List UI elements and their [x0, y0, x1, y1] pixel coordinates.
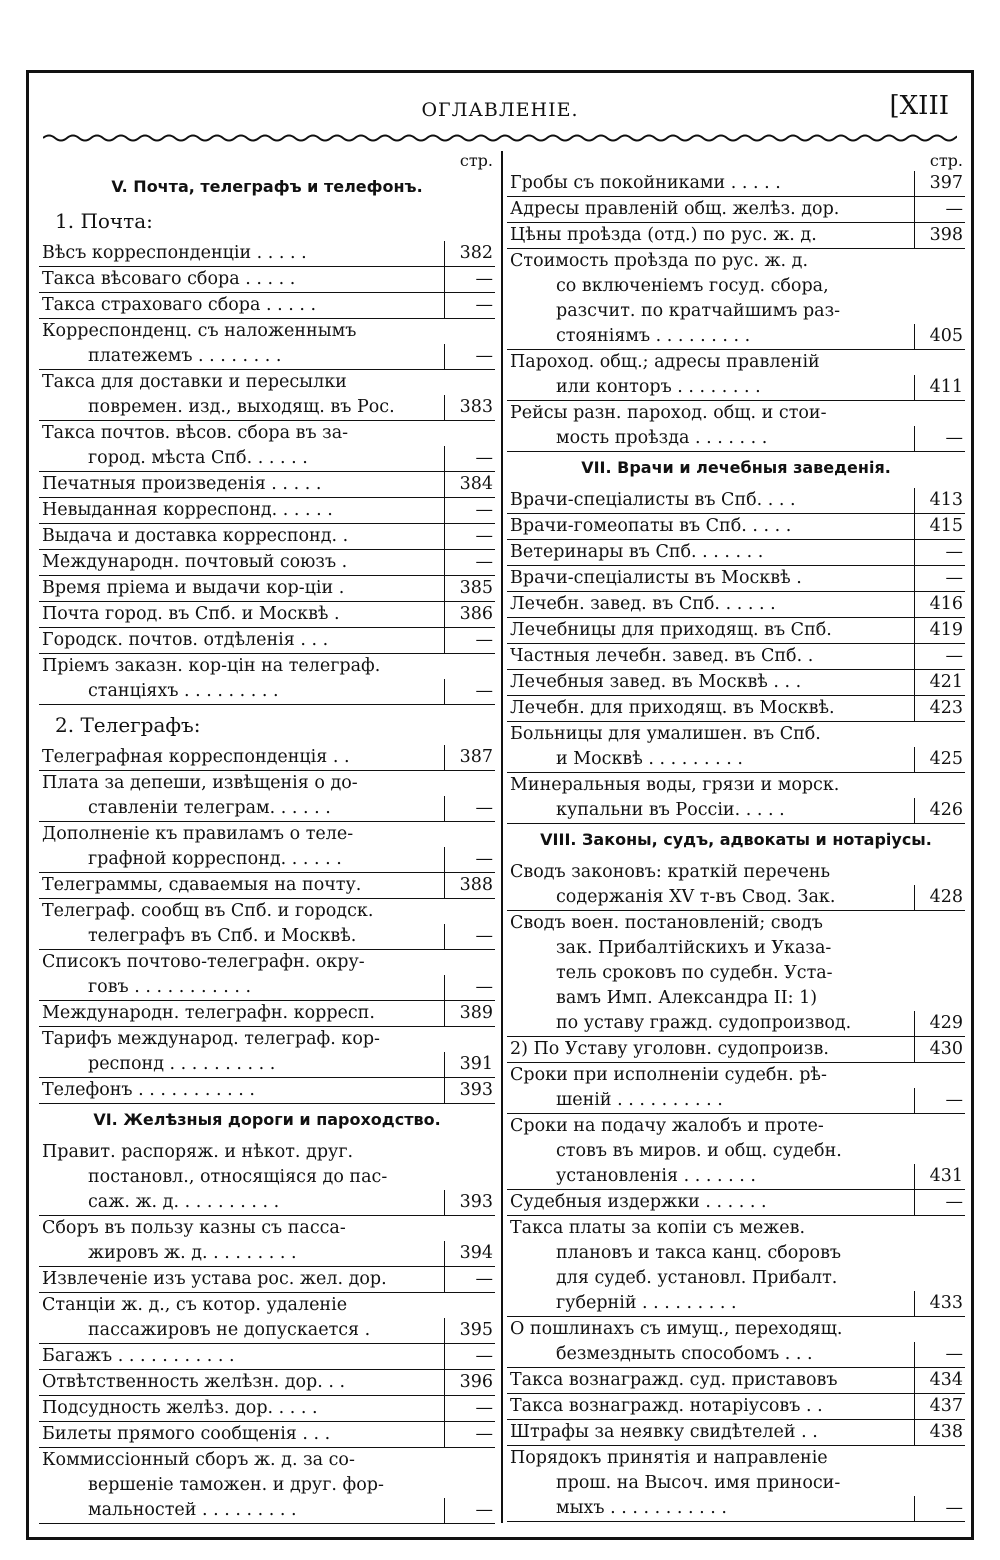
toc-entry	[507, 540, 965, 566]
toc-entry-title	[507, 592, 914, 617]
toc-entry-line: Коммиссіонный сборъ ж. д. за со-	[42, 1450, 355, 1470]
toc-entry-page: 383	[444, 395, 495, 420]
toc-entry-line: Невыданная корреспонд. . . . . .	[42, 500, 333, 520]
toc-entry-page: —	[444, 1396, 495, 1421]
toc-entry-line: Городск. почтов. отдѣленія . . .	[42, 630, 329, 650]
toc-entry	[39, 370, 495, 421]
decorative-wavy-rule	[43, 131, 957, 145]
toc-entry-line: Печатныя произведенія . . . . .	[42, 474, 322, 494]
toc-entry-line: Телефонъ . . . . . . . . . . .	[42, 1080, 255, 1100]
toc-entry-title	[507, 223, 914, 248]
toc-entry-line: содержанія XV т-въ Свод. Зак.	[556, 887, 836, 907]
toc-entry-page: 382	[444, 241, 495, 266]
toc-entry-page: 419	[914, 618, 965, 643]
toc-entry-page: 386	[444, 602, 495, 627]
toc-entry-line: Лечебныя завед. въ Москвѣ . . .	[510, 672, 802, 692]
section-heading: V. Почта, телеграфъ и телефонъ.	[111, 177, 423, 196]
toc-entry-title	[507, 249, 914, 349]
toc-entry	[507, 1446, 965, 1522]
toc-entry-title	[507, 773, 914, 823]
toc-entry-line: со включеніемъ госуд. сбора,	[556, 276, 829, 296]
toc-entry	[507, 197, 965, 223]
toc-entry-title	[507, 1394, 914, 1419]
toc-entry-page: 394	[444, 1241, 495, 1266]
toc-entry-line: зак. Прибалтійскихъ и Указа-	[556, 938, 832, 958]
toc-entry-page: —	[914, 1190, 965, 1215]
toc-entry-line: Время пріема и выдачи кор-ціи .	[42, 578, 345, 598]
toc-entry	[39, 319, 495, 370]
toc-entry-line: Пароход. общ.; адресы правленій	[510, 352, 820, 372]
toc-entry-title	[39, 873, 444, 898]
toc-entry-line: Вѣсъ корреспонденціи . . . . .	[42, 243, 307, 263]
toc-entry-title	[39, 654, 444, 704]
toc-entry-page: 413	[914, 488, 965, 513]
toc-entry-line: Врачи-спеціалисты въ Москвѣ .	[510, 568, 802, 588]
toc-entry-line: Лечебн. завед. въ Спб. . . . . .	[510, 594, 776, 614]
toc-entry	[39, 1344, 495, 1370]
toc-entry-title	[507, 670, 914, 695]
toc-entry	[507, 1114, 965, 1190]
toc-entry-title	[39, 771, 444, 821]
toc-entry	[39, 576, 495, 602]
page-column-label: стр.	[459, 151, 493, 170]
toc-entry	[39, 1267, 495, 1293]
toc-entry	[39, 1078, 495, 1104]
toc-entry-line: вамъ Имп. Александра II: 1)	[556, 988, 818, 1008]
toc-entry-page: —	[444, 924, 495, 949]
toc-entry-title	[507, 1114, 914, 1189]
toc-entry-title	[507, 1063, 914, 1113]
toc-entry-title	[39, 1344, 444, 1369]
toc-entry-page: —	[914, 1342, 965, 1367]
toc-entry-page: —	[914, 1088, 965, 1113]
toc-entry	[507, 1317, 965, 1368]
toc-entry-page: 388	[444, 873, 495, 898]
toc-entry-page: 393	[444, 1190, 495, 1215]
toc-entry-title	[39, 950, 444, 1000]
toc-entry-page: 391	[444, 1052, 495, 1077]
toc-entry-line: Пріемъ заказн. кор-цін на телеграф.	[42, 656, 381, 676]
toc-entry-line: Сборъ въ пользу казны съ пасса-	[42, 1218, 346, 1238]
toc-entry-title	[507, 197, 914, 222]
toc-entry-line: постановл., относящіяся до пас-	[88, 1167, 388, 1187]
toc-entry-line: телеграфъ въ Спб. и Москвѣ.	[88, 926, 357, 946]
toc-entry	[507, 1216, 965, 1317]
toc-entry-title	[507, 1190, 914, 1215]
toc-entry-line: Багажъ . . . . . . . . . . .	[42, 1346, 235, 1366]
toc-entry-line: Гробы съ покойниками . . . . .	[510, 173, 781, 193]
toc-entry-line: респонд . . . . . . . . . .	[88, 1054, 276, 1074]
toc-entry-line: Порядокъ принятія и направленіе	[510, 1448, 828, 1468]
toc-entry	[507, 350, 965, 401]
toc-entry-line: графной корреспонд. . . . . .	[88, 849, 342, 869]
toc-entry-title	[507, 722, 914, 772]
toc-entry	[507, 249, 965, 350]
toc-entry-title	[39, 293, 444, 318]
toc-entry-title	[39, 628, 444, 653]
toc-entry-line: плановъ и такса канц. сборовъ	[556, 1243, 842, 1263]
toc-entry	[39, 267, 495, 293]
toc-entry-line: Сводъ воен. постановленій; сводъ	[510, 913, 823, 933]
toc-entry-page: —	[444, 1422, 495, 1447]
toc-entry-line: установленія . . . . . . .	[556, 1166, 756, 1186]
toc-entry	[507, 223, 965, 249]
toc-entry-title	[39, 319, 444, 369]
toc-entry-line: или конторъ . . . . . . . .	[556, 377, 761, 397]
toc-entry-title	[39, 1216, 444, 1266]
toc-entry	[507, 171, 965, 197]
toc-entry-line: Больницы для умалишен. въ Спб.	[510, 724, 821, 744]
left-column	[39, 151, 495, 1531]
toc-entry	[507, 860, 965, 911]
toc-entry-line: Телеграфная корреспонденція . .	[42, 747, 350, 767]
toc-entry-title	[39, 1267, 444, 1292]
toc-entry-page: —	[444, 796, 495, 821]
toc-entry-line: Сроки при исполненіи судебн. рѣ-	[510, 1065, 827, 1085]
toc-entry-page: —	[914, 1496, 965, 1521]
toc-entry-title	[507, 1368, 914, 1393]
toc-entry-line: Такса почтов. вѣсов. сбора въ за-	[42, 423, 349, 443]
left-toc-list	[39, 175, 495, 1524]
toc-entry	[507, 566, 965, 592]
toc-entry-page: 429	[914, 1011, 965, 1036]
toc-entry-line: губерній . . . . . . . . .	[556, 1293, 737, 1313]
toc-entry-line: Врачи-спеціалисты въ Спб. . . .	[510, 490, 796, 510]
toc-entry-line: 2) По Уставу уголовн. судопроизв.	[510, 1039, 829, 1059]
toc-entry-page: —	[444, 446, 495, 471]
toc-entry-line: Телеграф. сообщ въ Спб. и городск.	[42, 901, 374, 921]
toc-entry-line: Судебныя издержки . . . . . .	[510, 1192, 767, 1212]
toc-entry	[507, 488, 965, 514]
toc-entry-page: —	[444, 267, 495, 292]
page-frame	[26, 70, 974, 1540]
toc-entry-title	[507, 1317, 914, 1367]
toc-entry-title	[39, 1001, 444, 1026]
toc-entry-title	[39, 1370, 444, 1395]
toc-entry-page: 421	[914, 670, 965, 695]
toc-entry	[507, 722, 965, 773]
toc-entry-line: Ветеринары въ Спб. . . . . . .	[510, 542, 764, 562]
toc-entry-title	[39, 267, 444, 292]
toc-entry-page: 428	[914, 885, 965, 910]
toc-entry-title	[39, 602, 444, 627]
toc-entry-line: Штрафы за неявку свидѣтелей . .	[510, 1422, 818, 1442]
toc-entry-line: Такса вѣсоваго сбора . . . . .	[42, 269, 296, 289]
toc-entry	[39, 1001, 495, 1027]
page-header	[29, 91, 971, 131]
toc-entry-page: 437	[914, 1394, 965, 1419]
toc-entry	[39, 1396, 495, 1422]
toc-entry-title	[39, 1422, 444, 1447]
toc-entry-title	[507, 566, 914, 591]
toc-entry-line: Такса вознагражд. нотаріусовъ . .	[510, 1396, 823, 1416]
toc-entry-line: Корреспонденц. съ наложеннымъ	[42, 321, 357, 341]
toc-entry	[507, 670, 965, 696]
toc-entry-line: мыхъ . . . . . . . . . . .	[556, 1498, 727, 1518]
toc-entry-page: 415	[914, 514, 965, 539]
toc-entry	[507, 644, 965, 670]
section-heading: VII. Врачи и лечебныя заведенія.	[581, 458, 891, 477]
toc-entry-page: 389	[444, 1001, 495, 1026]
toc-entry-line: Дополненіе къ правиламъ о теле-	[42, 824, 354, 844]
toc-entry-page: 416	[914, 592, 965, 617]
toc-entry-line: Врачи-гомеопаты въ Спб. . . . .	[510, 516, 792, 536]
toc-entry-title	[507, 350, 914, 400]
toc-entry-line: Списокъ почтово-телеграфн. окру-	[42, 952, 365, 972]
toc-entry-title	[39, 576, 444, 601]
right-column	[507, 151, 965, 1531]
toc-entry-page: —	[444, 344, 495, 369]
toc-entry-line: купальни въ Россіи. . . . .	[556, 800, 785, 820]
toc-entry-title	[507, 1037, 914, 1062]
toc-entry-title	[507, 401, 914, 451]
toc-entry-line: Выдача и доставка корреспонд. .	[42, 526, 349, 546]
toc-entry-page: —	[444, 524, 495, 549]
toc-entry-title	[39, 1027, 444, 1077]
toc-entry-page: —	[444, 679, 495, 704]
toc-entry	[39, 628, 495, 654]
toc-entry-title	[39, 370, 444, 420]
toc-entry	[39, 550, 495, 576]
toc-entry-title	[39, 1448, 444, 1523]
toc-entry-page: —	[444, 847, 495, 872]
toc-entry	[507, 1420, 965, 1446]
subsection-heading: 1. Почта:	[55, 209, 153, 233]
toc-entry	[39, 241, 495, 267]
toc-entry-line: Частныя лечебн. завед. въ Спб. .	[510, 646, 814, 666]
page-number: [XIII	[889, 91, 949, 121]
toc-entry	[39, 899, 495, 950]
toc-entry	[39, 1216, 495, 1267]
toc-entry	[39, 1027, 495, 1078]
toc-entry-line: саж. ж. д. . . . . . . . . .	[88, 1192, 280, 1212]
toc-entry-line: мость проѣзда . . . . . . .	[556, 428, 768, 448]
toc-entry-line: Телеграммы, сдаваемыя на почту.	[42, 875, 362, 895]
toc-entry-line: Подсудность желѣз. дор. . . . .	[42, 1398, 318, 1418]
toc-entry-line: Рейсы разн. пароход. общ. и стои-	[510, 403, 827, 423]
toc-entry-page: 438	[914, 1420, 965, 1445]
toc-entry	[507, 514, 965, 540]
toc-entry	[507, 1368, 965, 1394]
toc-entry	[39, 498, 495, 524]
toc-entry-line: Билеты прямого сообщенія . . .	[42, 1424, 331, 1444]
toc-entry-line: Отвѣтственность желѣзн. дор. . .	[42, 1372, 346, 1392]
toc-entry-line: Правит. распоряж. и нѣкот. друг.	[42, 1142, 354, 1162]
toc-entry	[39, 1293, 495, 1344]
toc-entry-line: Извлеченіе изъ устава рос. жел. дор.	[42, 1269, 387, 1289]
toc-entry-line: мальностей . . . . . . . . .	[88, 1500, 297, 1520]
section-heading: VIII. Законы, судъ, адвокаты и нотаріусы.	[540, 830, 932, 849]
toc-entry-page: 384	[444, 472, 495, 497]
toc-entry	[39, 293, 495, 319]
toc-entry-line: Сводъ законовъ: краткій перечень	[510, 862, 831, 882]
toc-entry-line: для судеб. установл. Прибалт.	[556, 1268, 838, 1288]
toc-entry-page: —	[444, 628, 495, 653]
toc-entry-page: —	[444, 1498, 495, 1523]
toc-entry-title	[39, 1140, 444, 1215]
page-column-label: стр.	[929, 151, 963, 170]
toc-entry-line: Минеральныя воды, грязи и морск.	[510, 775, 840, 795]
toc-entry-line: Почта город. въ Спб. и Москвѣ .	[42, 604, 340, 624]
toc-entry-page: 431	[914, 1164, 965, 1189]
toc-entry-line: Такса для доставки и пересылки	[42, 372, 347, 392]
toc-entry-title	[39, 524, 444, 549]
toc-entry-line: по уставу гражд. судопроизвод.	[556, 1013, 852, 1033]
toc-entry-title	[39, 421, 444, 471]
section-heading: VI. Желѣзныя дороги и пароходство.	[93, 1110, 441, 1129]
toc-entry-page: 395	[444, 1318, 495, 1343]
toc-entry	[507, 1394, 965, 1420]
toc-entry-title	[39, 550, 444, 575]
toc-entry-title	[507, 1446, 914, 1521]
toc-entry-page: —	[444, 1267, 495, 1292]
toc-entry	[39, 1422, 495, 1448]
toc-entry-page: —	[444, 550, 495, 575]
toc-entry-page: —	[914, 540, 965, 565]
toc-entry-page: 423	[914, 696, 965, 721]
toc-entry-line: жировъ ж. д. . . . . . . . .	[88, 1243, 297, 1263]
toc-entry-line: тель сроковъ по судебн. Уста-	[556, 963, 833, 983]
toc-entry-line: говъ . . . . . . . . . . .	[88, 977, 252, 997]
toc-entry-title	[507, 911, 914, 1036]
toc-entry-page: —	[444, 975, 495, 1000]
toc-entry	[507, 1190, 965, 1216]
toc-entry	[39, 1448, 495, 1524]
toc-entry-line: Такса платы за копіи съ межев.	[510, 1218, 806, 1238]
toc-entry	[507, 1037, 965, 1063]
toc-entry-page: —	[444, 498, 495, 523]
toc-entry	[39, 654, 495, 705]
toc-entry-line: Лечебницы для приходящ. въ Спб.	[510, 620, 832, 640]
toc-entry-page: 387	[444, 745, 495, 770]
toc-entry	[507, 911, 965, 1037]
toc-entry-title	[507, 618, 914, 643]
toc-entry-line: О пошлинахъ съ имущ., переходящ.	[510, 1319, 843, 1339]
toc-entry-line: шеній . . . . . . . . . .	[556, 1090, 723, 1110]
toc-entry-page: 397	[914, 171, 965, 196]
toc-entry-title	[507, 540, 914, 565]
toc-entry-line: Сроки на подачу жалобъ и проте-	[510, 1116, 824, 1136]
toc-entry-line: прош. на Высоч. имя приноси-	[556, 1473, 841, 1493]
toc-entry	[39, 421, 495, 472]
toc-entry	[39, 771, 495, 822]
toc-entry-line: безмездныть способомъ . . .	[556, 1344, 813, 1364]
toc-entry-title	[507, 514, 914, 539]
toc-entry-page: 398	[914, 223, 965, 248]
toc-entry-line: Адресы правленій общ. желѣз. дор.	[510, 199, 840, 219]
toc-entry-line: Стоимость проѣзда по рус. ж. д.	[510, 251, 809, 271]
toc-entry-line: стовъ въ миров. и общ. судебн.	[556, 1141, 842, 1161]
toc-entry-title	[39, 745, 444, 770]
toc-entry-page: —	[914, 426, 965, 451]
toc-entry-line: Международн. телеграфн. корресп.	[42, 1003, 375, 1023]
toc-entry-title	[507, 644, 914, 669]
toc-entry-page: 385	[444, 576, 495, 601]
toc-entry	[39, 1140, 495, 1216]
toc-entry-page: 426	[914, 798, 965, 823]
toc-entry	[39, 950, 495, 1001]
toc-entry-title	[507, 171, 914, 196]
toc-entry-line: Плата за депеши, извѣщенія о до-	[42, 773, 358, 793]
toc-entry-title	[39, 1396, 444, 1421]
toc-entry-title	[39, 822, 444, 872]
toc-entry-title	[39, 899, 444, 949]
toc-entry-line: ставленіи телеграм. . . . . .	[88, 798, 331, 818]
toc-entry-page: 434	[914, 1368, 965, 1393]
toc-entry-line: Цѣны проѣзда (отд.) по рус. ж. д.	[510, 225, 817, 245]
toc-entry-line: пассажировъ не допускается .	[88, 1320, 371, 1340]
toc-entry-page: 433	[914, 1291, 965, 1316]
toc-entry-title	[507, 860, 914, 910]
toc-entry-line: вершеніе таможен. и друг. фор-	[88, 1475, 384, 1495]
toc-entry-page: 405	[914, 324, 965, 349]
toc-entry-page: —	[914, 644, 965, 669]
toc-entry-title	[507, 488, 914, 513]
toc-entry-line: Лечебн. для приходящ. въ Москвѣ.	[510, 698, 835, 718]
subsection-heading: 2. Телеграфъ:	[55, 713, 201, 737]
toc-entry-page: 411	[914, 375, 965, 400]
toc-entry	[507, 592, 965, 618]
toc-entry-title	[507, 1216, 914, 1316]
toc-entry-line: платежемъ . . . . . . . .	[88, 346, 282, 366]
toc-entry-title	[39, 498, 444, 523]
toc-entry	[39, 1370, 495, 1396]
toc-entry	[507, 618, 965, 644]
toc-entry-line: стояніямъ . . . . . . . . .	[556, 326, 751, 346]
toc-entry-line: Международн. почтовый союзъ .	[42, 552, 348, 572]
right-toc-list	[507, 171, 965, 1522]
toc-entry-title	[39, 1078, 444, 1103]
toc-entry	[39, 822, 495, 873]
toc-entry-line: станціяхъ . . . . . . . . .	[88, 681, 279, 701]
toc-entry-title	[507, 1420, 914, 1445]
toc-entry	[507, 401, 965, 452]
toc-entry	[507, 696, 965, 722]
toc-entry	[39, 472, 495, 498]
toc-entry-line: повремен. изд., выходящ. въ Рос.	[88, 397, 395, 417]
toc-entry-page: 425	[914, 747, 965, 772]
toc-entry	[507, 773, 965, 824]
toc-entry-title	[39, 1293, 444, 1343]
toc-entry-line: Такса страховаго сбора . . . . .	[42, 295, 317, 315]
toc-entry	[39, 745, 495, 771]
toc-entry-title	[39, 241, 444, 266]
column-divider	[501, 151, 503, 1523]
toc-entry-title	[39, 472, 444, 497]
toc-entry-page: —	[914, 566, 965, 591]
toc-entry-page: 396	[444, 1370, 495, 1395]
toc-entry	[39, 873, 495, 899]
toc-entry-line: Тарифъ международ. телеграф. кор-	[42, 1029, 380, 1049]
page-title: ОГЛАВЛЕНІЕ.	[421, 99, 579, 121]
toc-entry-page: —	[914, 197, 965, 222]
toc-entry-page: —	[444, 293, 495, 318]
toc-entry	[39, 524, 495, 550]
toc-entry-line: и Москвѣ . . . . . . . . .	[556, 749, 743, 769]
toc-entry-line: Станціи ж. д., съ котор. удаленіе	[42, 1295, 348, 1315]
toc-entry-page: 430	[914, 1037, 965, 1062]
toc-entry-title	[507, 696, 914, 721]
toc-entry	[39, 602, 495, 628]
toc-entry-line: город. мѣста Спб. . . . . .	[88, 448, 308, 468]
toc-entry-line: Такса вознагражд. суд. приставовъ	[510, 1370, 838, 1390]
toc-entry-page: —	[444, 1344, 495, 1369]
toc-entry-page: 393	[444, 1078, 495, 1103]
toc-entry-line: разсчит. по кратчайшимъ раз-	[556, 301, 841, 321]
toc-entry	[507, 1063, 965, 1114]
